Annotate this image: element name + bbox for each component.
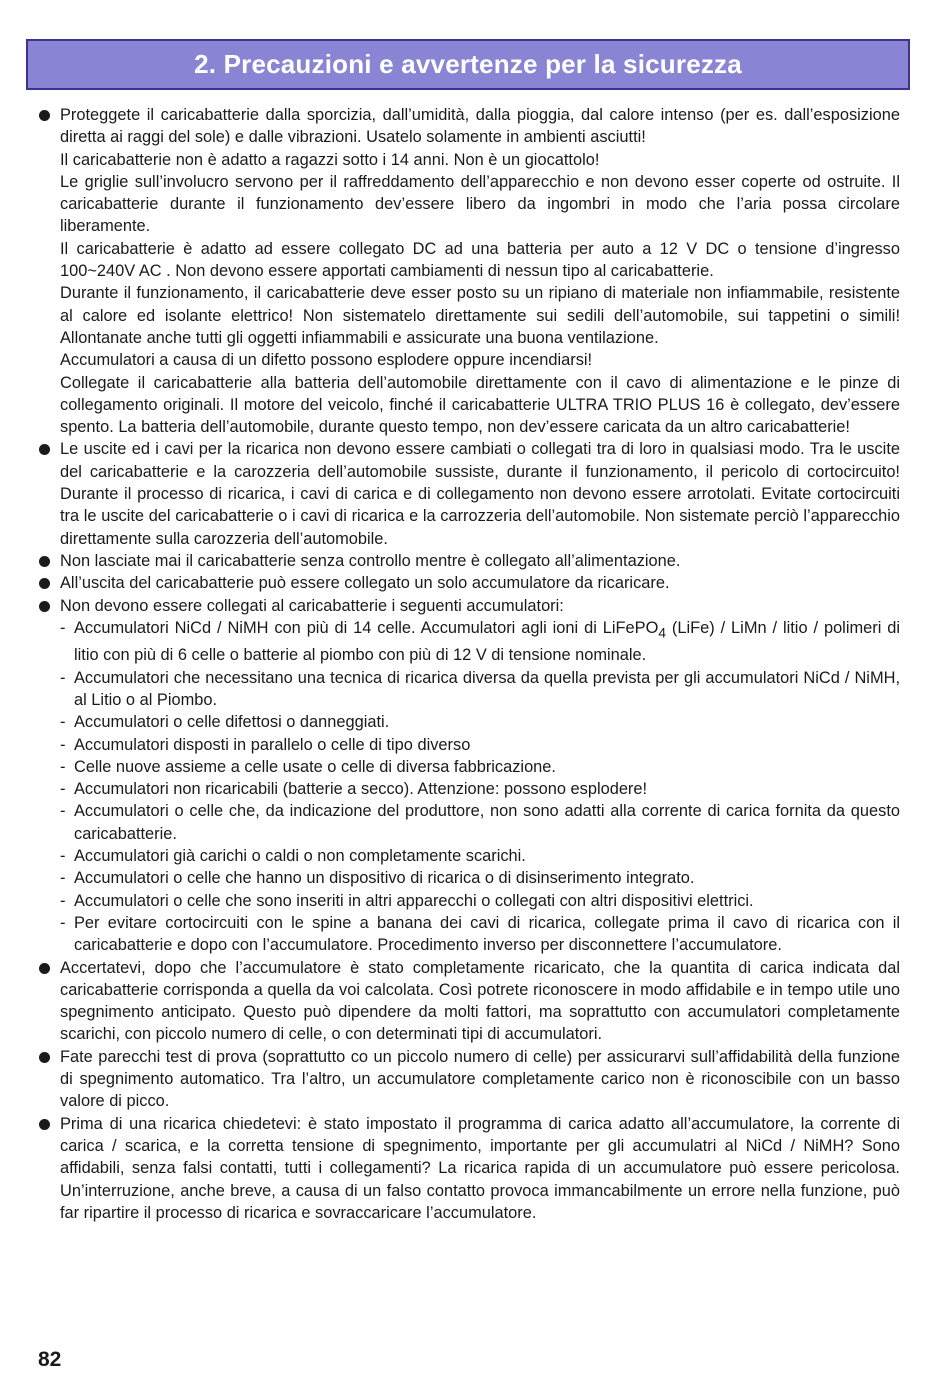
paragraph: Non lasciate mai il caricabatterie senza controllo mentre è collegato all’alimentazione. (60, 551, 681, 570)
dash-marker: - (60, 735, 66, 754)
bullet-item-tests (38, 1046, 900, 1113)
page-number: 82 (38, 1348, 62, 1371)
bullet-icon (39, 1119, 50, 1130)
sub-item-text: Celle nuove assieme a celle usate o celle di diversa fabbricazione. (74, 757, 556, 776)
paragraph: Fate parecchi test di prova (soprattutto co un piccolo numero di celle) per assicurarvi sull’affidabilità della funzione di spegnimento automatico. Tra l’altro, un accumulatore completamente carico non è riconoscibile con un basso valore di picco. (60, 1047, 900, 1111)
sub-item-text: Accumulatori non ricaricabili (batterie a secco). Attenzione: possono esplodere! (74, 780, 648, 799)
section-title: 2. Precauzioni e avvertenze per la sicurezza (194, 49, 742, 79)
sub-item-text: Accumulatori disposti in parallelo o celle di tipo diverso (74, 735, 471, 754)
paragraph: Collegate il caricabatterie alla batteria dell’automobile direttamente con il cavo di alimentazione e le pinze di collegamento originali. Il motore del veicolo, finché il caricabatterie ULTRA TRIO PLUS 16 è collegato, dev’essere spento. La batteria dell’automobile, durante questo tempo, non dev’essere caricata da un altro caricabatterie! (60, 373, 900, 437)
bullet-item-before-charging (38, 1113, 900, 1224)
dash-marker: - (60, 618, 66, 637)
bullet-item-supervision (38, 550, 900, 572)
paragraph: Proteggete il caricabatterie dalla sporcizia, dall’umidità, dalla pioggia, dal calore intenso (per es. dall’esposizione diretta ai raggi del sole) e dalle vibrazioni. Usatelo solamente in ambienti asciutti! (60, 106, 900, 147)
sub-item-text: Accumulatori o celle che sono inseriti in altri apparecchi o collegati con altri dispositivi elettrici. (74, 891, 754, 910)
sub-item-text: Accumulatori NiCd / NiMH con più di 14 celle. Accumulatori agli ioni di LiFePO$_4$ (LiFe) / LiMn / litio / polimeri di litio con più di 6 celle o batterie al piombo con più di 12 V di tensione nominale. (74, 618, 901, 665)
dash-marker: - (60, 780, 66, 799)
bullet-icon (39, 556, 50, 567)
bullet-icon (39, 1052, 50, 1063)
bullet-item-outputs (38, 438, 900, 549)
dash-marker: - (60, 891, 66, 910)
bullet-item-protection (38, 104, 900, 438)
paragraph: Il caricabatterie non è adatto a ragazzi sotto i 14 anni. Non è un giocattolo! (60, 150, 600, 169)
bullet-icon (39, 110, 50, 121)
page-content (38, 104, 900, 1224)
paragraph: Non devono essere collegati al caricabatterie i seguenti accumulatori: (60, 596, 564, 615)
dash-marker: - (60, 757, 66, 776)
dash-marker: - (60, 847, 66, 866)
subscript: 4 (658, 625, 666, 641)
section-header (26, 39, 910, 90)
dash-marker: - (60, 869, 66, 888)
sub-item (60, 667, 900, 712)
dash-marker: - (60, 713, 66, 732)
sub-item (60, 756, 900, 778)
paragraph: Le uscite ed i cavi per la ricarica non devono essere cambiati o collegati tra di loro in qualsiasi modo. Tra le uscite del caricabatterie e la carozzeria dell’automobile sussiste, durante il funzionamento, il pericolo di cortocircuito! Durante il processo di ricarica, i cavi di carica e di collegamento non devono essere arrotolati. Evitate cortocircuiti tra le uscite del caricabatterie o i cavi di ricarica e la carrozzeria dell’automobile. Non sistemate perciò l’apparecchio direttamente sulla carozzeria dell’automobile. (60, 440, 900, 548)
sub-item (60, 867, 900, 889)
paragraph: Il caricabatterie è adatto ad essere collegato DC ad una batteria per auto a 12 V DC o tensione d’ingresso 100~240V AC . Non devono essere apportati cambiamenti di nessun tipo al caricabatterie. (60, 239, 900, 281)
sub-item-text: Per evitare cortocircuiti con le spine a banana dei cavi di ricarica, collegate prima il cavo di ricarica con il caricabatterie e dopo con l’accumulatore. Procedimento inverso per disconnettere l’accumulatore. (74, 913, 900, 955)
sub-item (60, 845, 900, 867)
paragraph: Le griglie sull’involucro servono per il raffreddamento dell’apparecchio e non devono esser coperte od ostruite. Il caricabatterie durante il funzionamento dev’essere libero da ingombri in modo che l’aria possa circolare liberamente. (60, 172, 900, 236)
sub-item (60, 778, 900, 800)
dash-marker: - (60, 913, 66, 932)
sub-item (60, 890, 900, 912)
bullet-item-single-battery (38, 572, 900, 594)
sub-item (60, 912, 900, 957)
bullet-icon (39, 601, 50, 612)
sub-item-text: Accumulatori già carichi o caldi o non completamente scarichi. (74, 847, 526, 866)
sub-item-text: Accumulatori o celle difettosi o danneggiati. (74, 713, 390, 732)
paragraph: Accumulatori a causa di un difetto possono esplodere oppure incendiarsi! (60, 351, 593, 370)
bullet-item-charge-check (38, 957, 900, 1046)
sub-item (60, 617, 900, 667)
bullet-icon (39, 444, 50, 455)
sub-item (60, 711, 900, 733)
sub-item (60, 800, 900, 845)
paragraph: All’uscita del caricabatterie può essere collegato un solo accumulatore da ricaricare. (60, 574, 670, 593)
dash-marker: - (60, 668, 66, 687)
dash-marker: - (60, 802, 66, 821)
sub-item-text: Accumulatori o celle che hanno un dispositivo di ricarica o di disinserimento integrato. (74, 869, 695, 888)
bullet-item-forbidden-batteries (38, 595, 900, 957)
paragraph: Accertatevi, dopo che l’accumulatore è stato completamente ricaricato, che la quantita di carica indicata dal caricabatterie corrisponda a quella da voi calcolata. Così potrete riconoscere in modo affidabile e in tempo utile uno spegnimento anticipato. Questo può dipendere da molti fattori, ma soprattutto con accumulatori completamente scarichi, con piccolo numero di celle, o con determinati tipi di accumulatori. (60, 958, 900, 1044)
paragraph: Prima di una ricarica chiedetevi: è stato impostato il programma di carica adatto all’accumulatore, la corrente di carica / scarica, e la corretta tensione di spegnimento, importante per gli accumulatri al NiCd / NiMH? Sono affidabili, senza falsi contatti, tutti i collegamenti? La ricarica rapida di un accumulatore può essere pericolosa. Un’interruzione, anche breve, a causa di un falso contatto provoca immancabilmente un errore nella funzione, può far ripartire il processo di ricarica e sovraccaricare l’accumulatore. (60, 1114, 900, 1222)
sub-item (60, 734, 900, 756)
sub-item-text: Accumulatori o celle che, da indicazione del produttore, non sono adatti alla corrente di carica fornita da questo caricabatterie. (74, 802, 900, 843)
sub-item-text: Accumulatori che necessitano una tecnica di ricarica diversa da quella prevista per gli accumulatori NiCd / NiMH, al Litio o al Piombo. (74, 668, 900, 709)
bullet-icon (39, 578, 50, 589)
paragraph: Durante il funzionamento, il caricabatterie deve esser posto su un ripiano di materiale non infiammabile, resistente al calore ed isolante elettrico! Non sistematelo direttamente sui sedili dell’automobile, sui tappetini o simili! Allontanate anche tutti gli oggetti infiammabili e assicurate una buona ventilazione. (60, 284, 900, 347)
bullet-icon (39, 963, 50, 974)
